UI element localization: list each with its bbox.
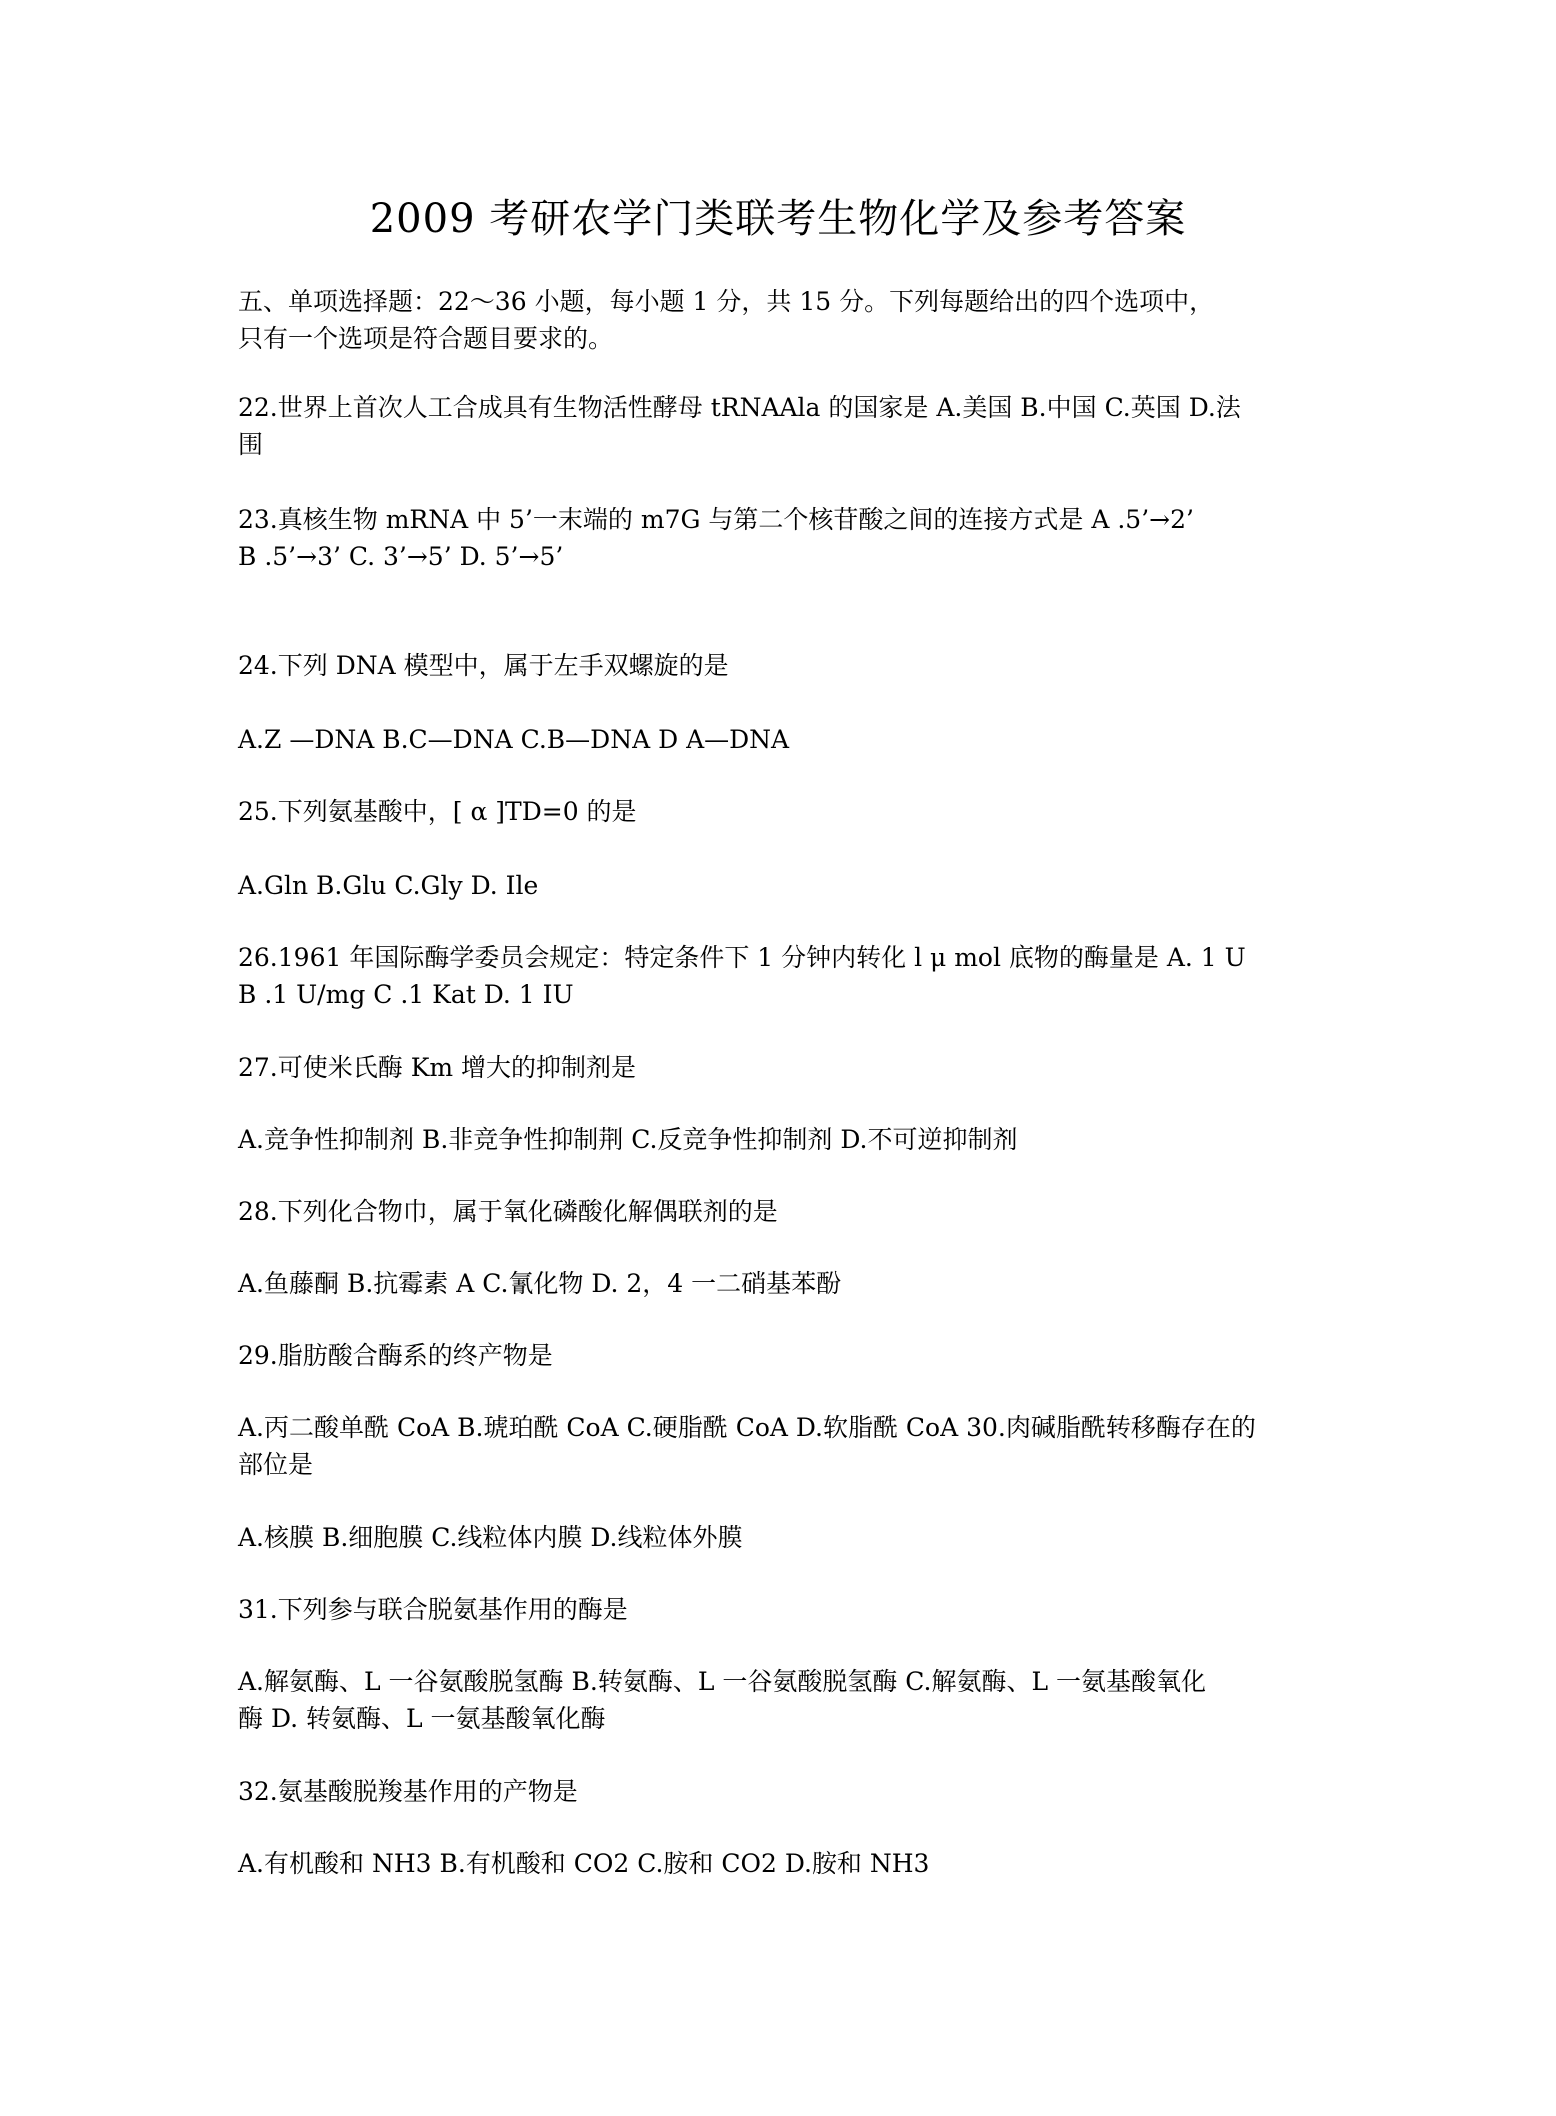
page-title: 2009 考研农学门类联考生物化学及参考答案 bbox=[369, 196, 1187, 242]
text-line: 23.真核生物 mRNA 中 5’一末端的 m7G 与第二个核苷酸之间的连接方式是 A .5’→2’ bbox=[238, 505, 1194, 534]
question-22 bbox=[238, 389, 1316, 463]
question-30-options bbox=[238, 1519, 1316, 1556]
text-line: A.Z —DNA B.C—DNA C.B—DNA D A—DNA bbox=[238, 725, 790, 754]
question-29 bbox=[238, 1337, 1316, 1374]
question-28-options bbox=[238, 1265, 1316, 1302]
text-line: A.丙二酸单酰 CoA B.琥珀酰 CoA C.硬脂酰 CoA D.软脂酰 CoA 30.肉碱脂酰转移酶存在的 bbox=[238, 1413, 1256, 1442]
text-line: 29.脂肪酸合酶系的终产物是 bbox=[238, 1341, 553, 1370]
question-29-30 bbox=[238, 1409, 1316, 1483]
text-line: B .5’→3’ C. 3’→5’ D. 5’→5’ bbox=[238, 542, 564, 571]
text-line: 五、单项选择题：22～36 小题，每小题 1 分，共 15 分。下列每题给出的四个选项中， bbox=[238, 287, 1215, 316]
text-line: 31.下列参与联合脱氨基作用的酶是 bbox=[238, 1595, 628, 1624]
text-line: 28.下列化合物巾，属于氧化磷酸化解偶联剂的是 bbox=[238, 1197, 778, 1226]
text-line: 24.下列 DNA 模型中，属于左手双螺旋的是 bbox=[238, 651, 729, 680]
question-25 bbox=[238, 793, 1316, 830]
text-line: 22.世界上首次人工合成具有生物活性酵母 tRNAAla 的国家是 A.美国 B.中国 C.英国 D.法 bbox=[238, 393, 1241, 422]
text-line: 围 bbox=[238, 430, 264, 459]
text-line: 26.1961 年国际酶学委员会规定：特定条件下 1 分钟内转化 l μ mol 底物的酶量是 A. 1 U bbox=[238, 943, 1246, 972]
text-line: 酶 D. 转氨酶、L 一氨基酸氧化酶 bbox=[238, 1704, 606, 1733]
question-26 bbox=[238, 939, 1316, 1013]
text-line: 部位是 bbox=[238, 1450, 314, 1479]
text-line: A.竞争性抑制剂 B.非竞争性抑制荆 C.反竞争性抑制剂 D.不可逆抑制剂 bbox=[238, 1125, 1018, 1154]
text-line: A.解氨酶、L 一谷氨酸脱氢酶 B.转氨酶、L 一谷氨酸脱氢酶 C.解氨酶、L 一氨基酸氧化 bbox=[238, 1667, 1207, 1696]
question-32 bbox=[238, 1773, 1316, 1810]
text-line: 25.下列氨基酸中，[ α ]TD=0 的是 bbox=[238, 797, 637, 826]
question-23 bbox=[238, 501, 1316, 575]
text-line: 27.可使米氏酶 Km 增大的抑制剂是 bbox=[238, 1053, 637, 1082]
question-27-options bbox=[238, 1121, 1316, 1158]
text-line: A.Gln B.Glu C.Gly D. Ile bbox=[238, 871, 539, 900]
text-line: B .1 U/mg C .1 Kat D. 1 IU bbox=[238, 980, 574, 1009]
text-line: A.有机酸和 NH3 B.有机酸和 CO2 C.胺和 CO2 D.胺和 NH3 bbox=[238, 1849, 930, 1878]
section-intro bbox=[238, 283, 1316, 357]
text-line: A.鱼藤酮 B.抗霉素 A C.氰化物 D. 2，4 一二硝基苯酚 bbox=[238, 1269, 842, 1298]
question-25-options bbox=[238, 867, 1316, 904]
question-24-options bbox=[238, 721, 1316, 758]
question-24 bbox=[238, 647, 1316, 684]
question-27 bbox=[238, 1049, 1316, 1086]
question-32-options bbox=[238, 1845, 1316, 1882]
question-31 bbox=[238, 1591, 1316, 1628]
question-31-options bbox=[238, 1663, 1316, 1737]
text-line: 只有一个选项是符合题目要求的。 bbox=[238, 324, 614, 353]
question-28 bbox=[238, 1193, 1316, 1230]
text-line: 32.氨基酸脱羧基作用的产物是 bbox=[238, 1777, 578, 1806]
text-line: A.核膜 B.细胞膜 C.线粒体内膜 D.线粒体外膜 bbox=[238, 1523, 743, 1552]
